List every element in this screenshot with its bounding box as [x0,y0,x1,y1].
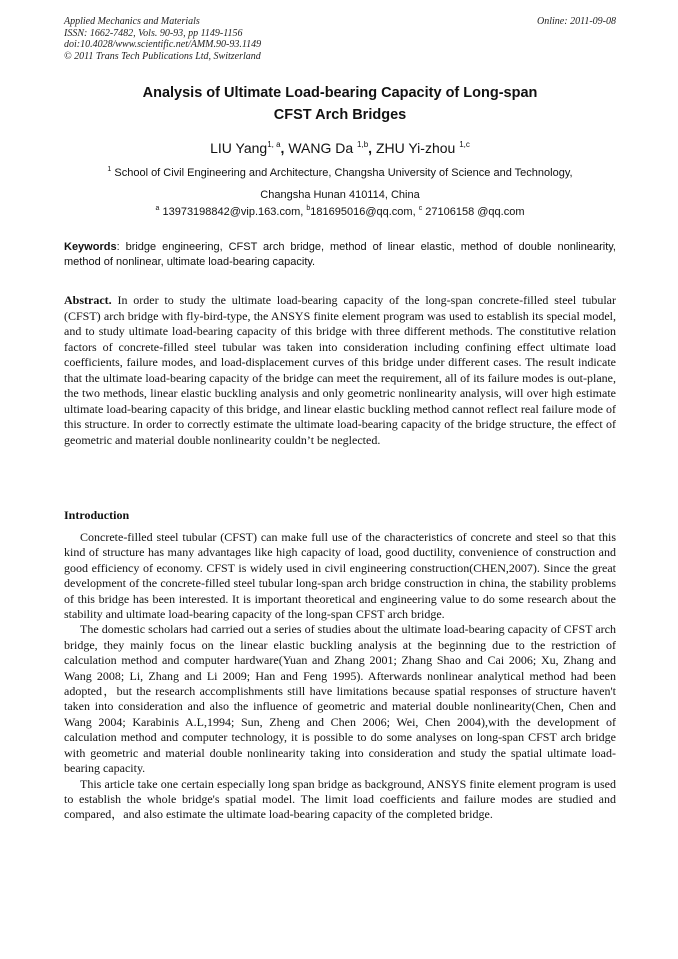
author-name: WANG Da [288,140,354,156]
author-separator: , [280,140,285,156]
paragraph: This article take one certain especially long span bridge as background, ANSYS finite element program is used to establish the whole bridge's spatial model. The limit load coefficients and failure modes are studied and compared，and also estimate the ultimate load-bearing capacity of the completed bridge. [64,776,616,822]
affiliation-superscript: 1 [107,166,112,173]
paragraph: Concrete-filled steel tubular (CFST) can make full use of the characteristics of concrete and steel so that this kind of structure has many advantages like high capacity of load, good ductility, convenience of construction and good efficiency of economy. CFST is widely used in civil engineering construction(CHEN,2007). Since the great development of the concrete-filled steel tubular long-span arch bridge construction in china, the stability problems of this bridge has been interested. It is important theoretical and engineering value to do some research about the stability and ultimate load-bearing capacity of the long-span CFST arch bridge. [64,530,616,622]
abstract-section [64,293,616,448]
email-b: 181695016@qq.com, [310,206,419,218]
author-emails [64,204,616,220]
introduction-body [64,530,616,823]
affiliation-line-2: Changsha Hunan 410114, China [260,189,420,201]
email-a: 13973198842@vip.163.com, [162,206,307,218]
paragraph: The domestic scholars had carried out a series of studies about the ultimate load-bearing capacity of CFST arch bridge, they mainly focus on the linear elastic buckling analysis at the beginning due to the restriction of calculation method and computer hardware(Yuan and Zhang 2001; Zhang Shao and Cai 2006; Xu, Zhang and Wang 2008; Li, Zhang and Li 2009; Han and Feng 1995). Afterwards nonlinear analytical method had been adopted，but the research accomplishments still have limitations because spatial responses of structure haven't taken into consideration and also the influence of geometric and material double nonlinearity(Chen, Chen and Wang 2004; Karabinis A.L,1994; Sun, Zheng and Chen 2006; Wei, Chen 2004),with the development of calculation method and computer technology, it is possible to do some analyses on long-span CFST arch bridge with geometric and material double nonlinearity taking into consideration and study the spatial ultimate load-bearing capacity. [64,622,616,776]
author-superscript: 1,c [459,140,470,149]
journal-header [64,16,616,62]
title-line-2: CFST Arch Bridges [273,107,407,123]
author-separator: , [368,140,373,156]
paper-title [64,82,616,126]
affiliation [64,162,616,206]
email-c: 27106158 @qq.com [425,206,525,218]
copyright-line: © 2011 Trans Tech Publications Ltd, Switzerland [64,50,261,62]
affiliation-line-1: School of Civil Engineering and Architecture, Changsha University of Science and Technology, [114,167,573,179]
author-name: LIU Yang [210,140,268,156]
introduction-heading: Introduction [64,508,130,522]
doi-line: doi:10.4028/www.scientific.net/AMM.90-93.1149 [64,39,262,50]
author-superscript: 1, a [267,140,281,149]
author-list [64,139,616,157]
keywords-text: : bridge engineering, CFST arch bridge, method of linear elastic, method of double nonlinearity, method of nonlinear, ultimate load-bearing capacity. [64,241,616,268]
keywords-section [64,240,616,270]
online-date: Online: 2011-09-08 [537,16,616,27]
title-line-1: Analysis of Ultimate Load-bearing Capacity of Long-span [142,85,538,101]
email-superscript: c [418,205,423,212]
abstract-text: In order to study the ultimate load-bearing capacity of the long-span concrete-filled steel tubular (CFST) arch bridge with fly-bird-type, the ANSYS finite element program was used to establish its special model, and to study ultimate load-bearing capacity of this bridge with three different methods. The constitutive relation factors of concrete-filled steel tubular was taken into consideration including confining effect ultimate load coefficients, failure modes, and load-displacement curves of this bridge under different cases. The result indicate that the ultimate load-bearing capacity of the bridge can meet the requirement, all of its failure modes is out-plane, the two methods, linear elastic buckling analysis and only geometric nonlinearity analysis, will over high estimate ultimate load-bearing capacity of this bridge, and linear elastic buckling method cannot reflect real failure mode of this structure. In order to correctly estimate the ultimate load-bearing capacity of the bridge structure, the effect of geometric and material double nonlinearity couldn’t be neglected. [64,293,616,447]
email-superscript: a [155,205,160,212]
author-name: ZHU Yi-zhou [375,140,456,156]
keywords-label: Keywords [64,241,117,253]
journal-name: Applied Mechanics and Materials [64,16,200,27]
abstract-label: Abstract. [64,293,112,307]
author-superscript: 1,b [357,140,369,149]
email-superscript: b [306,205,311,212]
issn-line: ISSN: 1662-7482, Vols. 90-93, pp 1149-1156 [64,27,243,39]
